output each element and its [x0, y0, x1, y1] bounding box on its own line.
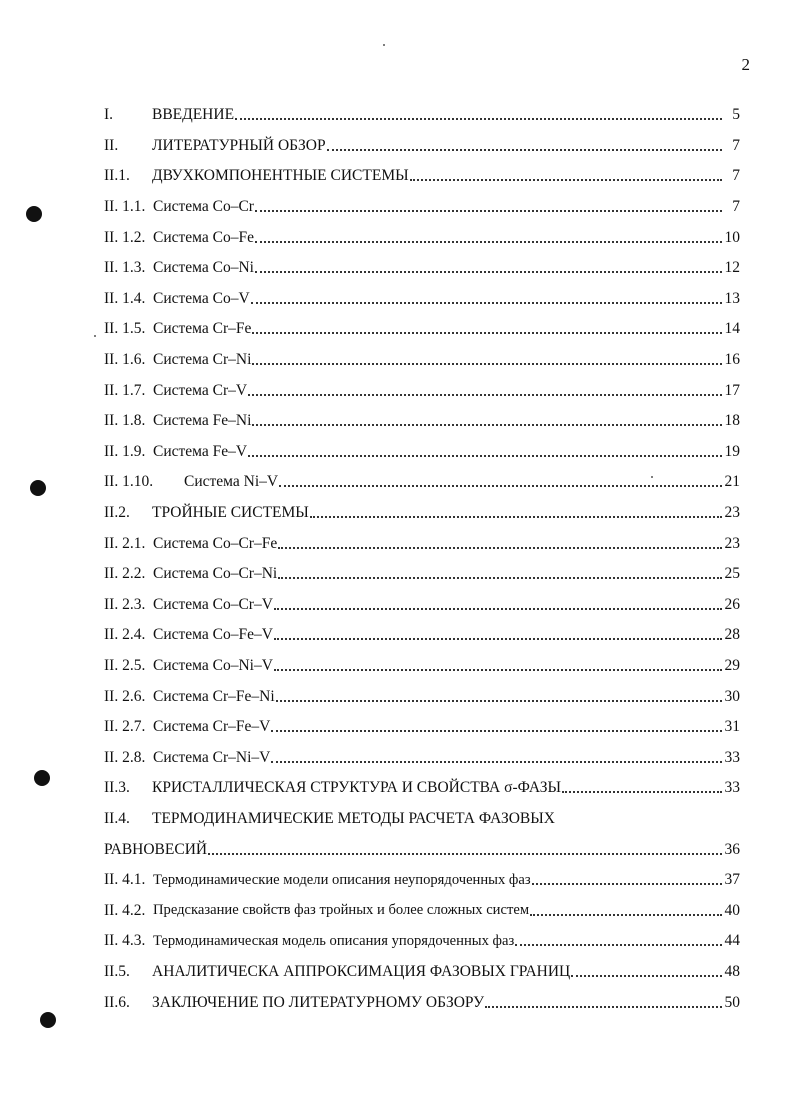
toc-entry[interactable] — [104, 559, 740, 590]
toc-entry-page: 19 — [724, 442, 740, 460]
page-number: 2 — [741, 55, 750, 74]
toc-entry-page: 12 — [724, 259, 740, 277]
toc-entry-number: II. 1.1. — [104, 198, 146, 216]
toc-entry-title: Термодинамическая модель описания упорядоченных фаз — [153, 932, 515, 949]
toc-entry-page: 28 — [724, 626, 740, 644]
toc-entry-page: 33 — [724, 748, 740, 766]
dot-leader — [248, 455, 722, 457]
toc-entry[interactable] — [104, 253, 740, 284]
toc-entry-title: КРИСТАЛЛИЧЕСКАЯ СТРУКТУРА И СВОЙСТВА σ-ФАЗЫ — [152, 779, 561, 797]
scan-speck — [94, 335, 96, 337]
toc-entry[interactable] — [104, 161, 740, 192]
toc-entry-number: II. 1.5. — [104, 320, 146, 338]
toc-entry-title: Система Co–V — [153, 289, 250, 307]
dot-leader — [530, 914, 722, 916]
dot-leader — [255, 241, 722, 243]
toc-entry[interactable] — [104, 284, 740, 315]
dot-leader — [274, 669, 722, 671]
toc-entry-page: 17 — [724, 381, 740, 399]
toc-entry[interactable] — [104, 375, 740, 406]
toc-entry-page: 16 — [724, 351, 740, 369]
toc-entry-page: 14 — [724, 320, 740, 338]
toc-entry-number: II. 2.8. — [104, 748, 146, 766]
scan-speck — [383, 44, 385, 46]
toc-entry-page: 44 — [724, 932, 740, 950]
toc-entry-number: II. 4.2. — [104, 901, 146, 919]
toc-entry[interactable] — [104, 681, 740, 712]
toc-entry-title-continued: РАВНОВЕСИЙ — [104, 840, 208, 858]
toc-entry-title: Система Fe–V — [153, 442, 248, 460]
dot-leader — [327, 149, 722, 151]
toc-entry-page: 37 — [724, 871, 740, 889]
dot-leader — [271, 730, 722, 732]
toc-entry-title: Система Ni–V — [184, 473, 279, 491]
toc-entry-title: ТРОЙНЫЕ СИСТЕМЫ — [152, 504, 309, 522]
toc-entry[interactable] — [104, 100, 740, 131]
toc-entry[interactable] — [104, 222, 740, 253]
dot-leader — [252, 363, 722, 365]
binder-hole — [30, 480, 46, 496]
toc-entry-page: 50 — [724, 993, 740, 1011]
toc-entry-page: 33 — [724, 779, 740, 797]
dot-leader — [274, 638, 722, 640]
toc-entry-number: II.4. — [104, 809, 130, 827]
toc-entry-title: Система Cr–Ni — [153, 351, 252, 369]
toc-entry-number: II. 1.8. — [104, 412, 146, 430]
toc-entry-title: Система Co–Cr–V — [153, 595, 273, 613]
toc-entry-title: Термодинамические модели описания неупорядоченных фаз — [153, 871, 531, 888]
toc-entry-page: 25 — [724, 565, 740, 583]
toc-entry-title: ВВЕДЕНИЕ — [152, 106, 235, 124]
toc-entry-title: Система Cr–Fe–V — [153, 718, 271, 736]
toc-entry-page: 7 — [732, 167, 740, 185]
toc-entry-number: II. 2.3. — [104, 595, 146, 613]
toc-entry[interactable] — [104, 957, 740, 988]
toc-entry-title: Система Co–Cr–Fe — [153, 534, 278, 552]
toc-entry[interactable] — [104, 467, 740, 498]
toc-entry-page: 31 — [724, 718, 740, 736]
toc-entry[interactable] — [104, 131, 740, 162]
table-of-contents — [104, 100, 740, 1018]
toc-entry-page: 26 — [724, 595, 740, 613]
toc-entry-number: II. 1.10. — [104, 473, 154, 491]
toc-entry-title: Система Cr–Fe–Ni — [153, 687, 275, 705]
dot-leader — [255, 210, 722, 212]
toc-entry-number: II. 1.9. — [104, 442, 146, 460]
toc-entry-title: Система Cr–Ni–V — [153, 748, 271, 766]
toc-entry-title: Система Co–Fe — [153, 228, 254, 246]
toc-entry-heading-line[interactable] — [104, 804, 740, 835]
dot-leader — [274, 608, 722, 610]
toc-entry[interactable] — [104, 345, 740, 376]
dot-leader — [310, 516, 722, 518]
toc-entry-page: 7 — [732, 198, 740, 216]
toc-entry-title: Система Fe–Ni — [153, 412, 252, 430]
toc-entry-number: II. 2.4. — [104, 626, 146, 644]
toc-entry-title: Система Co–Ni — [153, 259, 254, 277]
toc-entry-page: 29 — [724, 656, 740, 674]
toc-entry-title: ТЕРМОДИНАМИЧЕСКИЕ МЕТОДЫ РАСЧЕТА ФАЗОВЫХ — [152, 809, 555, 827]
toc-entry-title: Система Cr–V — [153, 381, 248, 399]
toc-entry-title: Система Co–Cr–Ni — [153, 565, 278, 583]
dot-leader — [532, 883, 722, 885]
toc-entry[interactable] — [104, 590, 740, 621]
dot-leader — [208, 853, 722, 855]
toc-entry-page: 21 — [724, 473, 740, 491]
toc-entry-page: 7 — [732, 136, 740, 154]
toc-entry-number: II. 1.4. — [104, 289, 146, 307]
dot-leader — [255, 271, 722, 273]
dot-leader — [278, 547, 722, 549]
toc-entry-page: 23 — [724, 504, 740, 522]
toc-entry-number: II. 2.2. — [104, 565, 146, 583]
toc-entry-title: Система Co–Fe–V — [153, 626, 273, 644]
dot-leader — [515, 944, 722, 946]
toc-entry-title: Предсказание свойств фаз тройных и более сложных систем — [153, 902, 530, 919]
toc-entry[interactable] — [104, 712, 740, 743]
toc-entry-title: Система Cr–Fe — [153, 320, 252, 338]
toc-entry-page: 10 — [724, 228, 740, 246]
toc-entry[interactable] — [104, 987, 740, 1018]
toc-entry-number: II. 4.3. — [104, 932, 146, 950]
dot-leader — [248, 394, 722, 396]
dot-leader — [252, 424, 722, 426]
toc-entry-number: II.5. — [104, 962, 130, 980]
toc-entry[interactable] — [104, 528, 740, 559]
toc-entry-number: II.3. — [104, 779, 130, 797]
toc-entry-page: 40 — [724, 901, 740, 919]
toc-entry-title: Система Co–Ni–V — [153, 656, 273, 674]
toc-entry-page: 36 — [724, 840, 740, 858]
toc-entry-number: II.6. — [104, 993, 130, 1011]
toc-entry-page: 48 — [724, 962, 740, 980]
toc-entry-number: II. 2.7. — [104, 718, 146, 736]
toc-entry[interactable] — [104, 620, 740, 651]
toc-entry-page: 18 — [724, 412, 740, 430]
toc-entry-page: 23 — [724, 534, 740, 552]
dot-leader — [562, 791, 722, 793]
toc-entry[interactable] — [104, 314, 740, 345]
toc-entry-title: ДВУХКОМПОНЕНТНЫЕ СИСТЕМЫ — [152, 167, 409, 185]
toc-entry-title: ЗАКЛЮЧЕНИЕ ПО ЛИТЕРАТУРНОМУ ОБЗОРУ — [152, 993, 485, 1011]
toc-entry[interactable] — [104, 651, 740, 682]
toc-entry[interactable] — [104, 926, 740, 957]
toc-entry-page: 30 — [724, 687, 740, 705]
toc-entry[interactable] — [104, 834, 740, 865]
binder-hole — [26, 206, 42, 222]
toc-entry-number: II. 2.6. — [104, 687, 146, 705]
toc-entry-title: АНАЛИТИЧЕСКА АППРОКСИМАЦИЯ ФАЗОВЫХ ГРАНИЦ — [152, 962, 571, 980]
toc-entry[interactable] — [104, 742, 740, 773]
toc-entry-page: 5 — [732, 106, 740, 124]
dot-leader — [271, 761, 722, 763]
toc-entry-number: II. 1.7. — [104, 381, 146, 399]
toc-entry-title: ЛИТЕРАТУРНЫЙ ОБЗОР — [152, 136, 326, 154]
toc-entry-page: 13 — [724, 289, 740, 307]
toc-entry[interactable] — [104, 865, 740, 896]
dot-leader — [235, 118, 722, 120]
dot-leader — [279, 485, 722, 487]
toc-entry[interactable] — [104, 498, 740, 529]
toc-entry[interactable] — [104, 773, 740, 804]
toc-entry[interactable] — [104, 895, 740, 926]
dot-leader — [485, 1006, 722, 1008]
binder-hole — [40, 1012, 56, 1028]
toc-entry-number: II. 1.3. — [104, 259, 146, 277]
toc-entry[interactable] — [104, 406, 740, 437]
toc-entry-number: II. 1.2. — [104, 228, 146, 246]
toc-entry[interactable] — [104, 192, 740, 223]
dot-leader — [276, 700, 722, 702]
toc-entry-number: II.2. — [104, 504, 130, 522]
binder-hole — [34, 770, 50, 786]
dot-leader — [251, 302, 722, 304]
toc-entry-number: II. 4.1. — [104, 871, 146, 889]
toc-entry-title: Система Co–Cr — [153, 198, 254, 216]
toc-entry-number: II.1. — [104, 167, 130, 185]
dot-leader — [252, 332, 722, 334]
dot-leader — [571, 975, 722, 977]
toc-entry[interactable] — [104, 437, 740, 468]
toc-entry-number: II. — [104, 136, 119, 154]
dot-leader — [278, 577, 722, 579]
toc-entry-number: II. 2.5. — [104, 656, 146, 674]
toc-entry-number: II. 2.1. — [104, 534, 146, 552]
dot-leader — [410, 179, 722, 181]
toc-entry-number: I. — [104, 106, 114, 124]
toc-entry-number: II. 1.6. — [104, 351, 146, 369]
